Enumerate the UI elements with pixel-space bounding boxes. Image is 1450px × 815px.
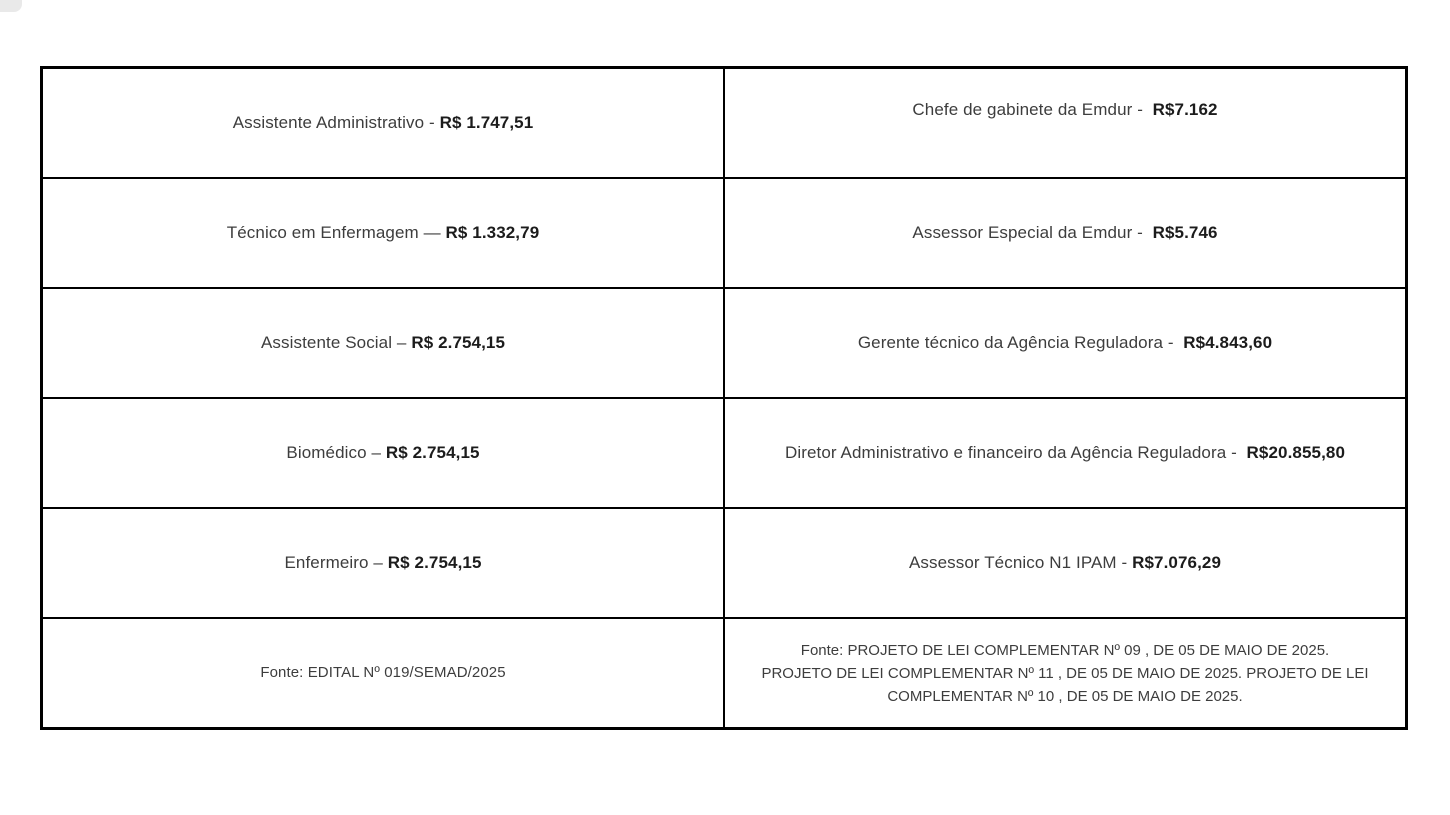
salary-value: R$4.843,60 <box>1183 333 1273 352</box>
source-line: COMPLEMENTAR Nº 10 , DE 05 DE MAIO DE 2025. <box>887 687 1243 705</box>
salary-value: R$7.162 <box>1152 100 1218 119</box>
cell-municipal-position <box>42 68 725 179</box>
table-row-sources <box>42 618 1407 729</box>
corner-fragment <box>0 0 22 12</box>
position-salary-text: Biomédico – R$ 2.754,15 <box>286 443 480 462</box>
table-row <box>42 178 1407 288</box>
salary-value: R$ 2.754,15 <box>387 553 482 572</box>
position-salary-text: Gerente técnico da Agência Reguladora - R$4.843,60 <box>857 333 1273 352</box>
position-salary-text: Assistente Administrativo - R$ 1.747,51 <box>232 113 534 132</box>
salary-value: R$ 2.754,15 <box>385 443 480 462</box>
salary-value: R$ 1.332,79 <box>445 223 540 242</box>
salary-value: R$5.746 <box>1152 223 1218 242</box>
cell-commissioned-position <box>724 178 1407 288</box>
salary-value: R$ 2.754,15 <box>411 333 506 352</box>
cell-commissioned-position <box>724 68 1407 179</box>
cell-municipal-position <box>42 178 725 288</box>
position-salary-text: Diretor Administrativo e financeiro da Agência Reguladora - R$20.855,80 <box>784 443 1346 462</box>
source-line: Fonte: PROJETO DE LEI COMPLEMENTAR Nº 09 , DE 05 DE MAIO DE 2025. <box>800 641 1330 659</box>
source-text <box>733 639 1397 708</box>
cell-source-right <box>724 618 1407 729</box>
position-salary-text: Assessor Técnico N1 IPAM - R$7.076,29 <box>908 553 1222 572</box>
position-salary-text: Assessor Especial da Emdur - R$5.746 <box>912 223 1218 242</box>
cell-commissioned-position <box>724 508 1407 618</box>
table-row <box>42 508 1407 618</box>
table-row <box>42 398 1407 508</box>
salary-value: R$7.076,29 <box>1132 553 1222 572</box>
position-salary-text: Técnico em Enfermagem — R$ 1.332,79 <box>226 223 540 242</box>
cell-municipal-position <box>42 398 725 508</box>
cell-commissioned-position <box>724 288 1407 398</box>
position-salary-text: Assistente Social – R$ 2.754,15 <box>260 333 506 352</box>
cell-municipal-position <box>42 508 725 618</box>
salary-comparison-table <box>40 66 1408 730</box>
position-salary-text: Enfermeiro – R$ 2.754,15 <box>284 553 482 572</box>
cell-source-left <box>42 618 725 729</box>
table-row <box>42 288 1407 398</box>
source-line: PROJETO DE LEI COMPLEMENTAR Nº 11 , DE 05 DE MAIO DE 2025. PROJETO DE LEI <box>761 664 1369 682</box>
salary-value: R$20.855,80 <box>1246 443 1346 462</box>
salary-value: R$ 1.747,51 <box>439 113 534 132</box>
source-text: Fonte: EDITAL Nº 019/SEMAD/2025 <box>260 664 506 681</box>
table-row <box>42 68 1407 179</box>
position-salary-text: Chefe de gabinete da Emdur - R$7.162 <box>912 100 1218 119</box>
cell-municipal-position <box>42 288 725 398</box>
cell-commissioned-position <box>724 398 1407 508</box>
